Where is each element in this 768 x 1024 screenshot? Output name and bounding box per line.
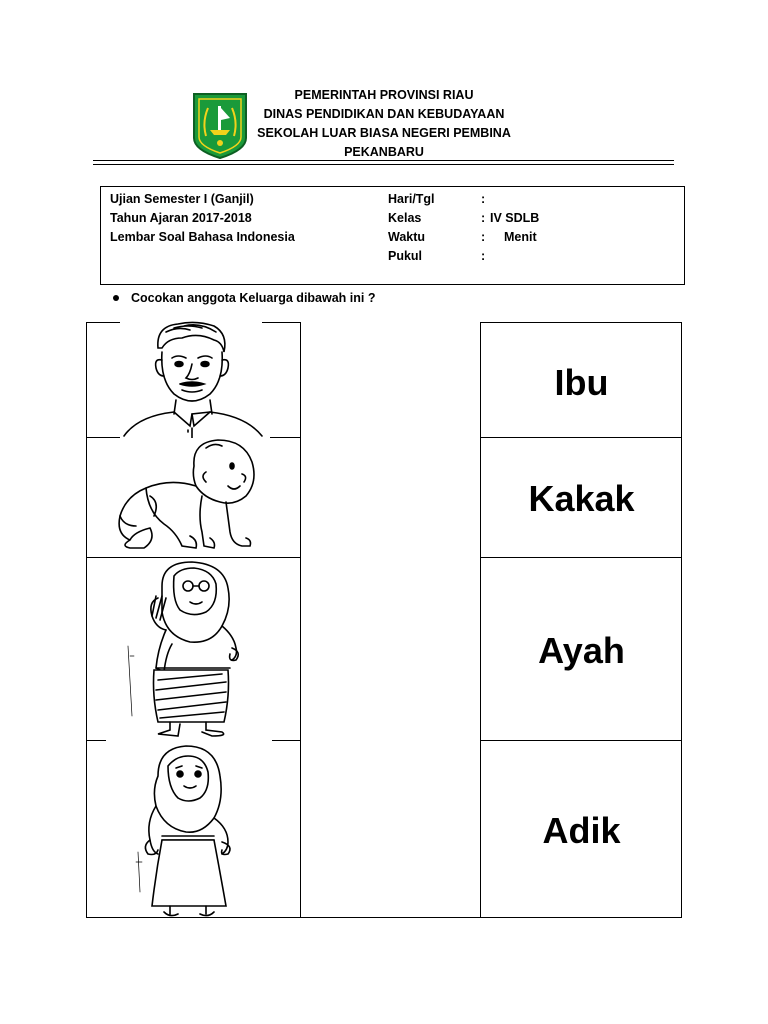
label-hour: Pukul	[388, 249, 423, 263]
label-time: Waktu	[388, 230, 426, 244]
exam-year: Tahun Ajaran 2017-2018	[110, 211, 252, 225]
header-line-2: DINAS PENDIDIKAN DAN KEBUDAYAAN	[263, 107, 505, 121]
label-class: Kelas	[388, 211, 422, 225]
header-line-4: PEKANBARU	[344, 145, 424, 159]
word-ibu: Ibu	[554, 362, 609, 403]
instruction-text: Cocokan anggota Keluarga dibawah ini ?	[131, 291, 376, 305]
header-rule-thin	[93, 164, 674, 165]
colon-date: :	[481, 192, 486, 206]
instruction	[113, 291, 375, 305]
mother-hijab-drawing-icon	[118, 556, 258, 740]
colon-class: :	[481, 211, 486, 225]
father-drawing-icon	[118, 318, 268, 438]
colon-hour: :	[481, 249, 486, 263]
baby-crawling-drawing-icon	[110, 436, 270, 558]
value-time: Menit	[504, 230, 537, 244]
word-ayah: Ayah	[538, 630, 625, 671]
girl-hijab-drawing-icon	[128, 742, 248, 918]
colon-time: :	[481, 230, 486, 244]
header-line-3: SEKOLAH LUAR BIASA NEGERI PEMBINA	[257, 126, 511, 140]
bullet-icon	[113, 295, 119, 301]
exam-subject: Lembar Soal Bahasa Indonesia	[110, 230, 295, 244]
label-date: Hari/Tgl	[388, 192, 435, 206]
header-line-1: PEMERINTAH PROVINSI RIAU	[294, 88, 474, 102]
exam-semester: Ujian Semester I (Ganjil)	[110, 192, 254, 206]
word-kakak: Kakak	[528, 478, 635, 519]
word-adik: Adik	[542, 810, 621, 851]
riau-province-emblem-icon	[192, 92, 248, 160]
value-class: IV SDLB	[490, 211, 540, 225]
header-rule-thick	[93, 160, 674, 161]
